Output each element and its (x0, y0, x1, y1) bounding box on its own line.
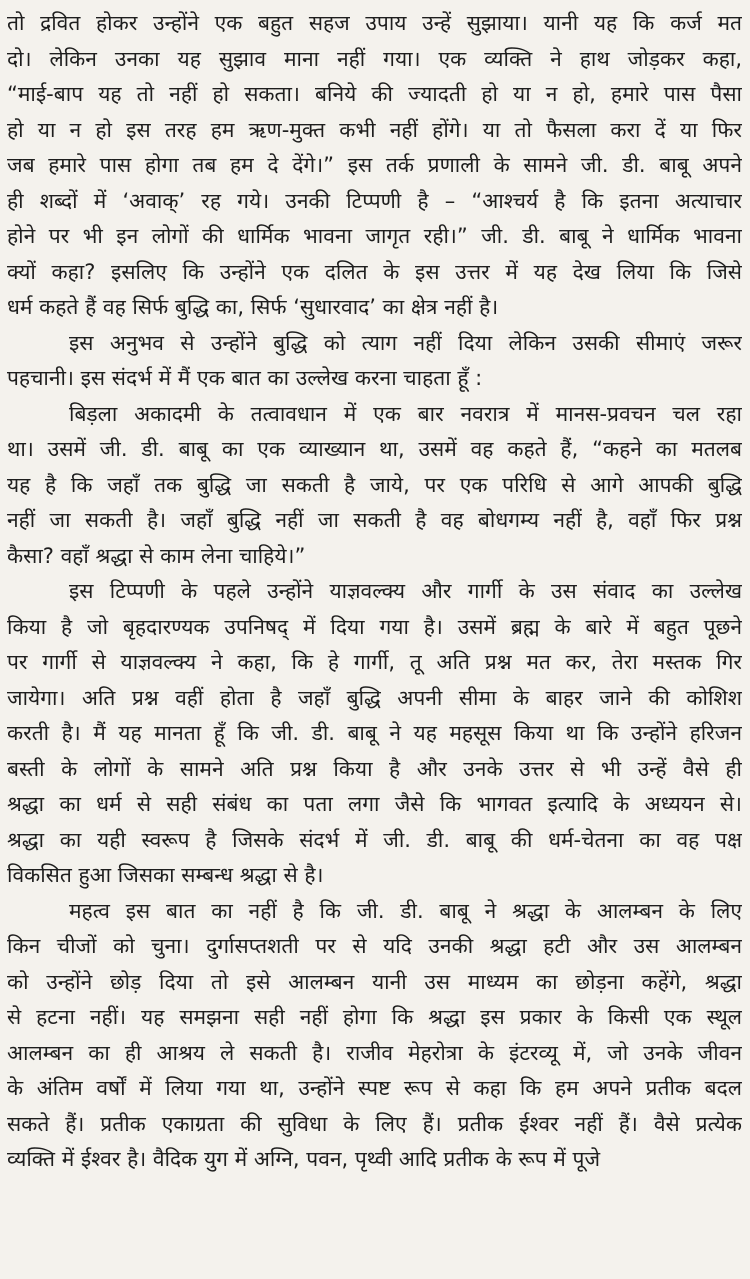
text-line: इस अनुभव से उन्होंने बुद्धि को त्याग नहीं दिया लेकिन उसकी सीमाएं जरूर (69, 330, 742, 355)
text-line: विकसित हुआ जिसका सम्बन्ध श्रद्धा से है। (7, 863, 324, 887)
text-line: महत्व इस बात का नहीं है कि जी. डी. बाबू ने श्रद्धा के आलम्बन के लिए (69, 898, 742, 923)
text-line: श्रद्धा का यही स्वरूप है जिसके संदर्भ में जी. डी. बाबू की धर्म-चेतना का वह पक्ष (7, 827, 742, 852)
text-line: जायेगा। अति प्रश्न वहीं होता है जहाँ बुद्धि अपनी सीमा के बाहर जाने की कोशिश (7, 685, 742, 710)
text-line: को उन्होंने छोड़ दिया तो इसे आलम्बन यानी उस माध्यम का छोड़ना कहेंगे, श्रद्धा (7, 969, 742, 994)
text-line: करती है। मैं यह मानता हूँ कि जी. डी. बाबू ने यह महसूस किया था कि उन्होंने हरिजन (7, 721, 742, 745)
text-line: नहीं जा सकती है। जहाँ बुद्धि नहीं जा सकती है वह बोधगम्य नहीं है, वहाँ फिर प्रश्न (7, 508, 742, 532)
text-line: यह है कि जहाँ तक बुद्धि जा सकती है जाये, पर एक परिधि से आगे आपकी बुद्धि (7, 472, 742, 497)
text-line: इस टिप्पणी के पहले उन्होंने याज्ञवल्क्य और गार्गी के उस संवाद का उल्लेख (69, 579, 742, 603)
text-line: सकते हैं। प्रतीक एकाग्रता की सुविधा के लिए हैं। प्रतीक ईश्वर नहीं हैं। वैसे प्रत्येक (7, 1111, 742, 1136)
text-line: था। उसमें जी. डी. बाबू का एक व्याख्यान था, उसमें वह कहते हैं, “कहने का मतलब (7, 437, 742, 461)
text-line: “माई-बाप यह तो नहीं हो सकता। बनिये की ज्यादती हो या न हो, हमारे पास पैसा (7, 82, 742, 106)
text-line: बस्ती के लोगों के सामने अति प्रश्न किया है और उनके उत्तर से भी उन्हें वैसे ही (7, 756, 742, 781)
text-line: जब हमारे पास होगा तब हम दे देंगे।” इस तर्क प्रणाली के सामने जी. डी. बाबू अपने (7, 153, 742, 177)
paragraph (7, 894, 742, 1178)
text-line: दो। लेकिन उनका यह सुझाव माना नहीं गया। एक व्यक्ति ने हाथ जोड़कर कहा, (7, 46, 742, 71)
text-line: किन चीजों को चुना। दुर्गासप्तशती पर से यदि उनकी श्रद्धा हटी और उस आलम्बन (7, 934, 742, 958)
text-line: धर्म कहते हैं वह सिर्फ बुद्धि का, सिर्फ ‘सुधारवाद’ का क्षेत्र नहीं है। (7, 295, 499, 319)
text-line: कैसा? वहाँ श्रद्धा से काम लेना चाहिये।” (7, 543, 306, 568)
text-line: से हटना नहीं। यह समझना सही नहीं होगा कि श्रद्धा इस प्रकार के किसी एक स्थूल (7, 1005, 742, 1029)
paragraph (7, 574, 742, 894)
body-text (7, 6, 742, 1178)
text-line: हो या न हो इस तरह हम ऋण-मुक्त कभी नहीं होंगे। या तो फैसला करा दें या फिर (7, 117, 742, 142)
text-line: के अंतिम वर्षों में लिया गया था, उन्होंने स्पष्ट रूप से कहा कि हम अपने प्रतीक बदल (7, 1076, 742, 1100)
text-line: श्रद्धा का धर्म से सही संबंध का पता लगा जैसे कि भागवत इत्यादि के अध्ययन से। (7, 792, 742, 816)
paragraph (7, 6, 742, 326)
text-line: क्यों कहा? इसलिए कि उन्होंने एक दलित के इस उत्तर में यह देख लिया कि जिसे (7, 259, 742, 284)
text-line: बिड़ला अकादमी के तत्वावधान में एक बार नवरात्र में मानस-प्रवचन चल रहा (69, 401, 742, 426)
text-line: पहचानी। इस संदर्भ में मैं एक बात का उल्लेख करना चाहता हूँ : (7, 366, 483, 390)
text-line: व्यक्ति में ईश्वर है। वैदिक युग में अग्नि, पवन, पृथ्वी आदि प्रतीक के रूप में पूजे (7, 1147, 601, 1171)
paragraph (7, 397, 742, 575)
text-line: पर गार्गी से याज्ञवल्क्य ने कहा, कि हे गार्गी, तू अति प्रश्न मत कर, तेरा मस्तक गिर (7, 650, 742, 674)
text-line: ही शब्दों में ‘अवाक्’ रह गये। उनकी टिप्पणी है – “आश्चर्य है कि इतना अत्याचार (7, 188, 742, 213)
text-line: होने पर भी इन लोगों की धार्मिक भावना जागृत रही।” जी. डी. बाबू ने धार्मिक भावना (7, 224, 742, 248)
text-line: किया है जो बृहदारण्यक उपनिषद् में दिया गया है। उसमें ब्रह्म के बारे में बहुत पूछने (7, 614, 742, 639)
paragraph (7, 326, 742, 397)
text-line: तो द्रवित होकर उन्होंने एक बहुत सहज उपाय उन्हें सुझाया। यानी यह कि कर्ज मत (7, 11, 742, 35)
text-line: आलम्बन का ही आश्रय ले सकती है। राजीव मेहरोत्रा के इंटरव्यू में, जो उनके जीवन (7, 1040, 742, 1065)
